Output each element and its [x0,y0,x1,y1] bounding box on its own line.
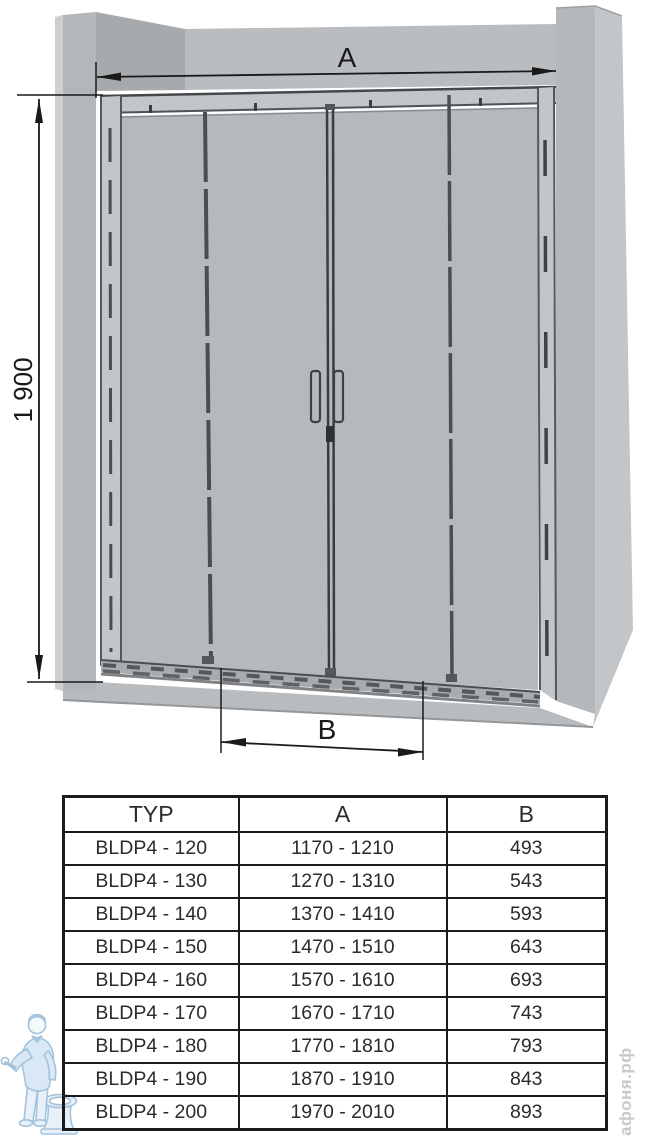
rail-roller-mark [254,103,257,111]
cell-a: 1570 - 1610 [239,964,447,997]
col-header-typ: TYP [64,797,239,833]
frame-right-profile [538,87,556,701]
wall-pillar-left [55,12,96,692]
table-row [64,1096,607,1130]
dimension-label-b: B [317,714,337,745]
table-row [64,1030,607,1063]
cell-typ: BLDP4 - 190 [64,1063,239,1096]
wall-pillar-right [556,6,633,727]
dimension-label-height: 1 900 [8,357,38,423]
dimension-label-a: A [337,42,357,73]
table-row [64,1063,607,1096]
cell-typ: BLDP4 - 140 [64,898,239,931]
cell-typ: BLDP4 - 200 [64,1096,239,1130]
cell-b: 593 [447,898,607,931]
col-header-b: B [447,797,607,833]
rail-roller-mark [479,98,482,106]
spec-table [62,795,608,1131]
frame-left-profile [101,96,121,666]
cell-a: 1370 - 1410 [239,898,447,931]
cell-a: 1970 - 2010 [239,1096,447,1130]
cell-a: 1870 - 1910 [239,1063,447,1096]
cell-a: 1670 - 1710 [239,997,447,1030]
cell-typ: BLDP4 - 120 [64,832,239,865]
cell-b: 493 [447,832,607,865]
cell-b: 743 [447,997,607,1030]
table-row [64,964,607,997]
cell-b: 793 [447,1030,607,1063]
table-row [64,898,607,931]
table-row [64,832,607,865]
table-row [64,997,607,1030]
table-row [64,931,607,964]
cell-a: 1770 - 1810 [239,1030,447,1063]
cell-b: 543 [447,865,607,898]
cell-typ: BLDP4 - 150 [64,931,239,964]
top-lintel [96,12,556,91]
header-row [64,797,607,833]
cell-a: 1470 - 1510 [239,931,447,964]
cell-b: 843 [447,1063,607,1096]
cell-b: 643 [447,931,607,964]
rail-roller-mark [149,105,152,113]
col-header-a: A [239,797,447,833]
cell-typ: BLDP4 - 160 [64,964,239,997]
cell-typ: BLDP4 - 180 [64,1030,239,1063]
cell-typ: BLDP4 - 130 [64,865,239,898]
cell-a: 1270 - 1310 [239,865,447,898]
table-row [64,865,607,898]
cell-a: 1170 - 1210 [239,832,447,865]
site-watermark-text: афоня.рф [616,1047,635,1136]
cell-typ: BLDP4 - 170 [64,997,239,1030]
rail-roller-mark [369,100,372,108]
cell-b: 893 [447,1096,607,1130]
cell-b: 693 [447,964,607,997]
